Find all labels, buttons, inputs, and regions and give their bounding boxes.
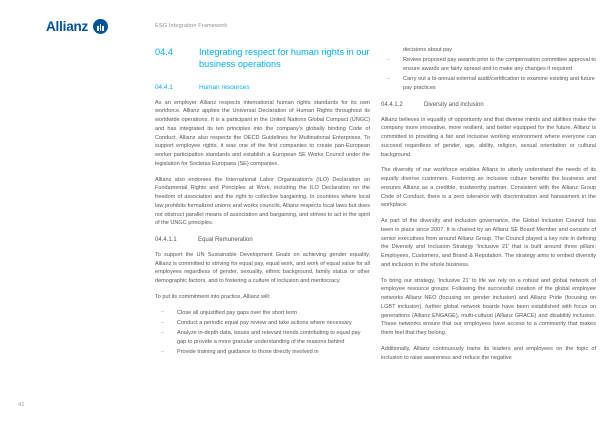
list-item: – Review proposed pay awards prior to the compensation committee approval to ensure awards are fairly spread and to make any changes if required	[381, 56, 596, 74]
paragraph: Additionally, Allianz continuously trains its leaders and employees on the topic of inclusion to raise awareness and reduce the negative	[381, 345, 596, 361]
commitment-bullet-list	[155, 309, 370, 357]
subsubsection-heading	[155, 237, 370, 245]
subsubsection-title: Equal Remuneration	[198, 237, 253, 244]
running-head: ESG Integration Framework	[155, 23, 228, 29]
section-title: Integrating respect for human rights in our business operations	[199, 47, 370, 70]
paragraph: Allianz believes in equality of opportunity and that diverse minds and abilities make the company more innovative, more resilient, and better equipped for the future. Allianz is committed to providing a fair and inclusive working environment where everyone can succeed regardless of gender, age, ability, religion, sexual orientation or cultural background.	[381, 116, 596, 158]
section-heading	[155, 46, 370, 70]
allianz-logo	[46, 19, 108, 34]
subsubsection-heading	[381, 102, 596, 110]
allianz-wordmark: Allianz	[46, 18, 89, 34]
paragraph: As part of the diversity and inclusion governance, the Global Inclusion Council has been in place since 2007. It is chaired by an Allianz SE Board Member and consists of senior executives from around Allianz Group. The Council played a key role in defining the Diversity and Inclusion Strategy 'Inclusive 21' that is built around three pillars: Employees, Customers, and Brand & Reputation. The strategy aims to embed diversity and inclusion in the whole business.	[381, 218, 596, 268]
paragraph: To support the UN Sustainable Development Goals on achieving gender equality, Allianz is committed to striving for equal pay, equal work, and work of equal value for all employees regardless of gender, sexuality, ethnic background, family status or other demographic factors, and to fostering a culture of inclusion and meritocracy.	[155, 251, 370, 285]
paragraph: As an employer Allianz respects international human rights standards for its own workforce. Allianz applies the Universal Declaration of Human Rights throughout its worldwide operations. It is a participant in the United Nations Global Compact (UNGC) and has integrated its ten principles into the company's globally binding Code of Conduct. Allianz also respects the OECD Guidelines for Multinational Enterprises. To support employee rights, it was one of the first companies to create pan-European worker participation standards and establish a European SE Works Council under the legislation for Societas Europaea (SE) companies.	[155, 99, 370, 167]
list-lead-in: To put its commitment into practice, Allianz will:	[155, 293, 271, 300]
paragraph: Allianz also endorses the International Labor Organization's (ILO) Declaration on Fundamental Rights and Principles at Work, including the ILO Declaration on the freedom of association and the right to collective bargaining. In countries where local law prohibits formalized unions and works councils, Allianz respects local laws but does not obstruct parallel means of association and bargaining, and strives to act in the spirit of the UNGC principles.	[155, 176, 370, 227]
subsection-title: Human resources	[199, 84, 250, 92]
paragraph: To bring our strategy, 'Inclusive 21' to life we rely on a robust and global network of employee resource groups. Following the successful creation of the global employee networks Allianz NEO (focusing on gender inclusion) and Allianz Pride (focusing on LGBT inclusion), further global network boards have been established with focus on generations (Allianz ENGAGE), multi-cultural (Allianz GRACE) and disability inclusion. These networks ensure that our employees have access to a community that makes them feel that they belong.	[381, 277, 596, 337]
commitment-bullet-list-continued	[381, 46, 596, 93]
section-number: 04.4	[155, 47, 173, 57]
paragraph: The diversity of our workforce enables Allianz to utterly understand the needs of its equally diverse customers. Fostering an inclusive culture benefits the business and ensures Allianz as a credible, trustworthy partner. Consistent with the Allianz Group Code of Conduct, there is a zero tolerance with discrimination and harassment in the workplace.	[381, 167, 596, 209]
page-number: 41	[18, 402, 25, 408]
subsection-number: 04.4.1	[155, 84, 173, 92]
left-column	[155, 46, 370, 364]
list-item: – Analyze in-depth data, issues and relevant trends contributing to equal pay gap to provide a more granular understanding of the reasons behind	[155, 329, 370, 347]
list-item-continuation: decisions about pay	[403, 47, 453, 53]
list-item: – Carry out a bi-annual external audit/certification to examine existing and future pay practices	[381, 75, 596, 93]
right-column	[381, 46, 596, 362]
list-item: – Close all unjustified pay gaps over the short term	[155, 309, 370, 318]
list-item: – Conduct a periodic equal pay review and take actions where necessary	[155, 319, 370, 328]
subsubsection-number: 04.4.1.1	[155, 237, 177, 244]
subsection-heading	[155, 84, 370, 92]
subsubsection-number: 04.4.1.2	[381, 101, 403, 108]
list-item: – Provide training and guidance to those directly involved in	[155, 348, 370, 357]
allianz-bars-icon	[93, 19, 108, 34]
subsubsection-title: Diversity and inclusion	[424, 101, 484, 108]
